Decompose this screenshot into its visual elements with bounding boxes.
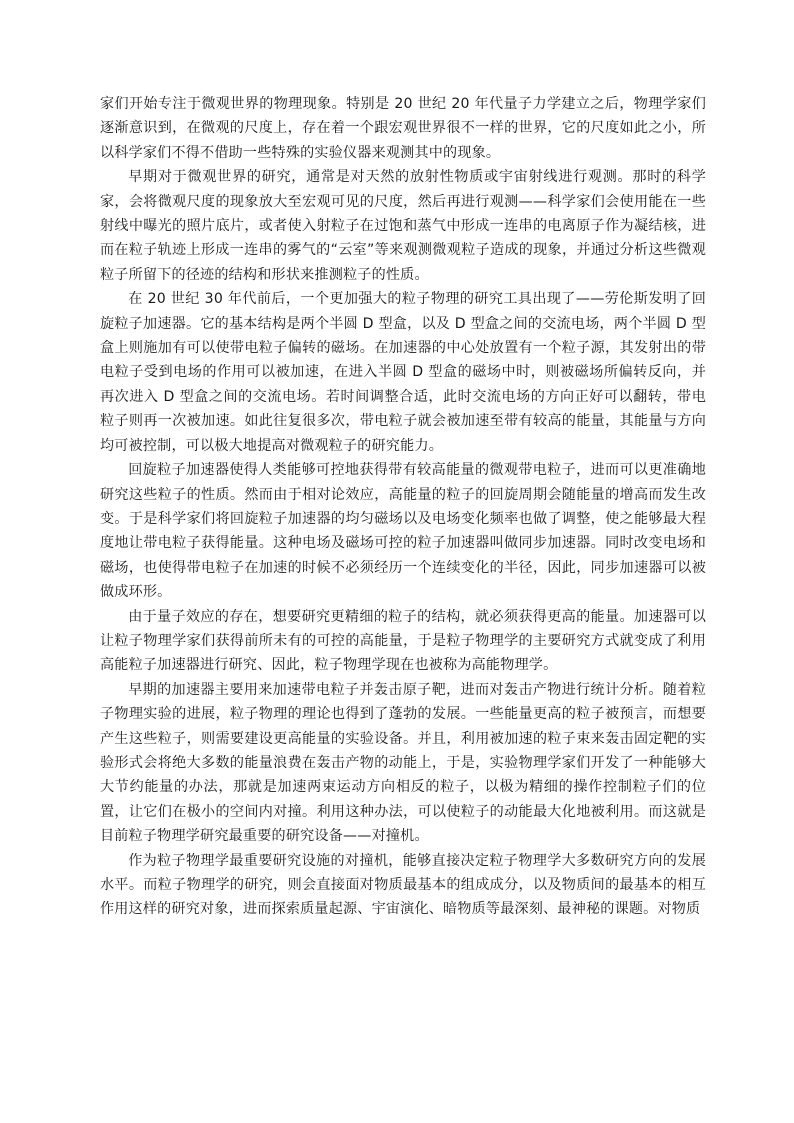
- paragraph-6: 早期的加速器主要用来加速带电粒子并轰击原子靶，进而对轰击产物进行统计分析。随着粒子物理实验的进展，粒子物理的理论也得到了蓬勃的发展。一些能量更高的粒子被预言，而想要产生这些粒子，则需要建设更高能量的实验设备。并且，利用被加速的粒子束来轰击固定靶的实验形式会将绝大多数的能量浪费在轰击产物的动能上，于是，实验物理学家们开发了一种能够大大节约能量的办法，那就是加速两束运动方向相反的粒子，以极为精细的操作控制粒子们的位置，让它们在极小的空间内对撞。利用这种办法，可以使粒子的动能最大化地被利用。而这就是目前粒子物理学研究最重要的研究设备——对撞机。: [100, 681, 706, 845]
- paragraph-5: 由于量子效应的存在，想要研究更精细的粒子的结构，就必须获得更高的能量。加速器可以让粒子物理学家们获得前所未有的可控的高能量，于是粒子物理学的主要研究方式就变成了利用高能粒子加速器进行研究、因此，粒子物理学现在也被称为高能物理学。: [100, 608, 706, 674]
- paragraph-3: 在 20 世纪 30 年代前后，一个更加强大的粒子物理的研究工具出现了——劳伦斯发明了回旋粒子加速器。它的基本结构是两个半圆 D 型盒，以及 D 型盒之间的交流电场，两个半圆 D 型盒上则施加有可以使带电粒子偏转的磁场。在加速器的中心处放置有一个粒子源，其发射出的带电粒子受到电场的作用可以被加速，在进入半圆 D 型盒的磁场中时，则被磁场所偏转反向，并再次进入 D 型盒之间的交流电场。若时间调整合适，此时交流电场的方向正好可以翻转，带电粒子则再一次被加速。如此往复很多次，带电粒子就会被加速至带有较高的能量，其能量与方向均可被控制，可以极大地提高对微观粒子的研究能力。: [100, 291, 706, 454]
- paragraph-2: 早期对于微观世界的研究，通常是对天然的放射性物质或宇宙射线进行观测。那时的科学家，会将微观尺度的现象放大至宏观可见的尺度，然后再进行观测——科学家们会使用能在一些射线中曝光的照片底片，或者使入射粒子在过饱和蒸气中形成一连串的电离原子作为凝结核，进而在粒子轨迹上形成一连串的雾气的“云室”等来观测微观粒子造成的现象，并通过分析这些微观粒子所留下的径迹的结构和形状来推测粒子的性质。: [100, 169, 706, 283]
- paragraph-7: 作为粒子物理学最重要研究设施的对撞机，能够直接决定粒子物理学大多数研究方向的发展水平。而粒子物理学的研究，则会直接面对物质最基本的组成成分，以及物质间的最基本的相互作用这样的研究对象，进而探索质量起源、宇宙演化、暗物质等最深刻、最神秘的课题。对物质: [100, 852, 706, 918]
- article-body: [100, 92, 706, 922]
- paragraph-4: 回旋粒子加速器使得人类能够可控地获得带有较高能量的微观带电粒子，进而可以更准确地研究这些粒子的性质。然而由于相对论效应，高能量的粒子的回旋周期会随能量的增高而发生改变。于是科学家们将回旋粒子加速器的均匀磁场以及电场变化频率也做了调整，使之能够最大程度地让带电粒子获得能量。这种电场及磁场可控的粒子加速器叫做同步加速器。同时改变电场和磁场，也使得带电粒子在加速的时候不必须经历一个连续变化的半径，因此，同步加速器可以被做成环形。: [100, 462, 706, 601]
- paragraph-1: 家们开始专注于微观世界的物理现象。特别是 20 世纪 20 年代量子力学建立之后，物理学家们逐渐意识到，在微观的尺度上，存在着一个跟宏观世界很不一样的世界，它的尺度如此之小，所以科学家们不得不借助一些特殊的实验仪器来观测其中的现象。: [100, 96, 706, 161]
